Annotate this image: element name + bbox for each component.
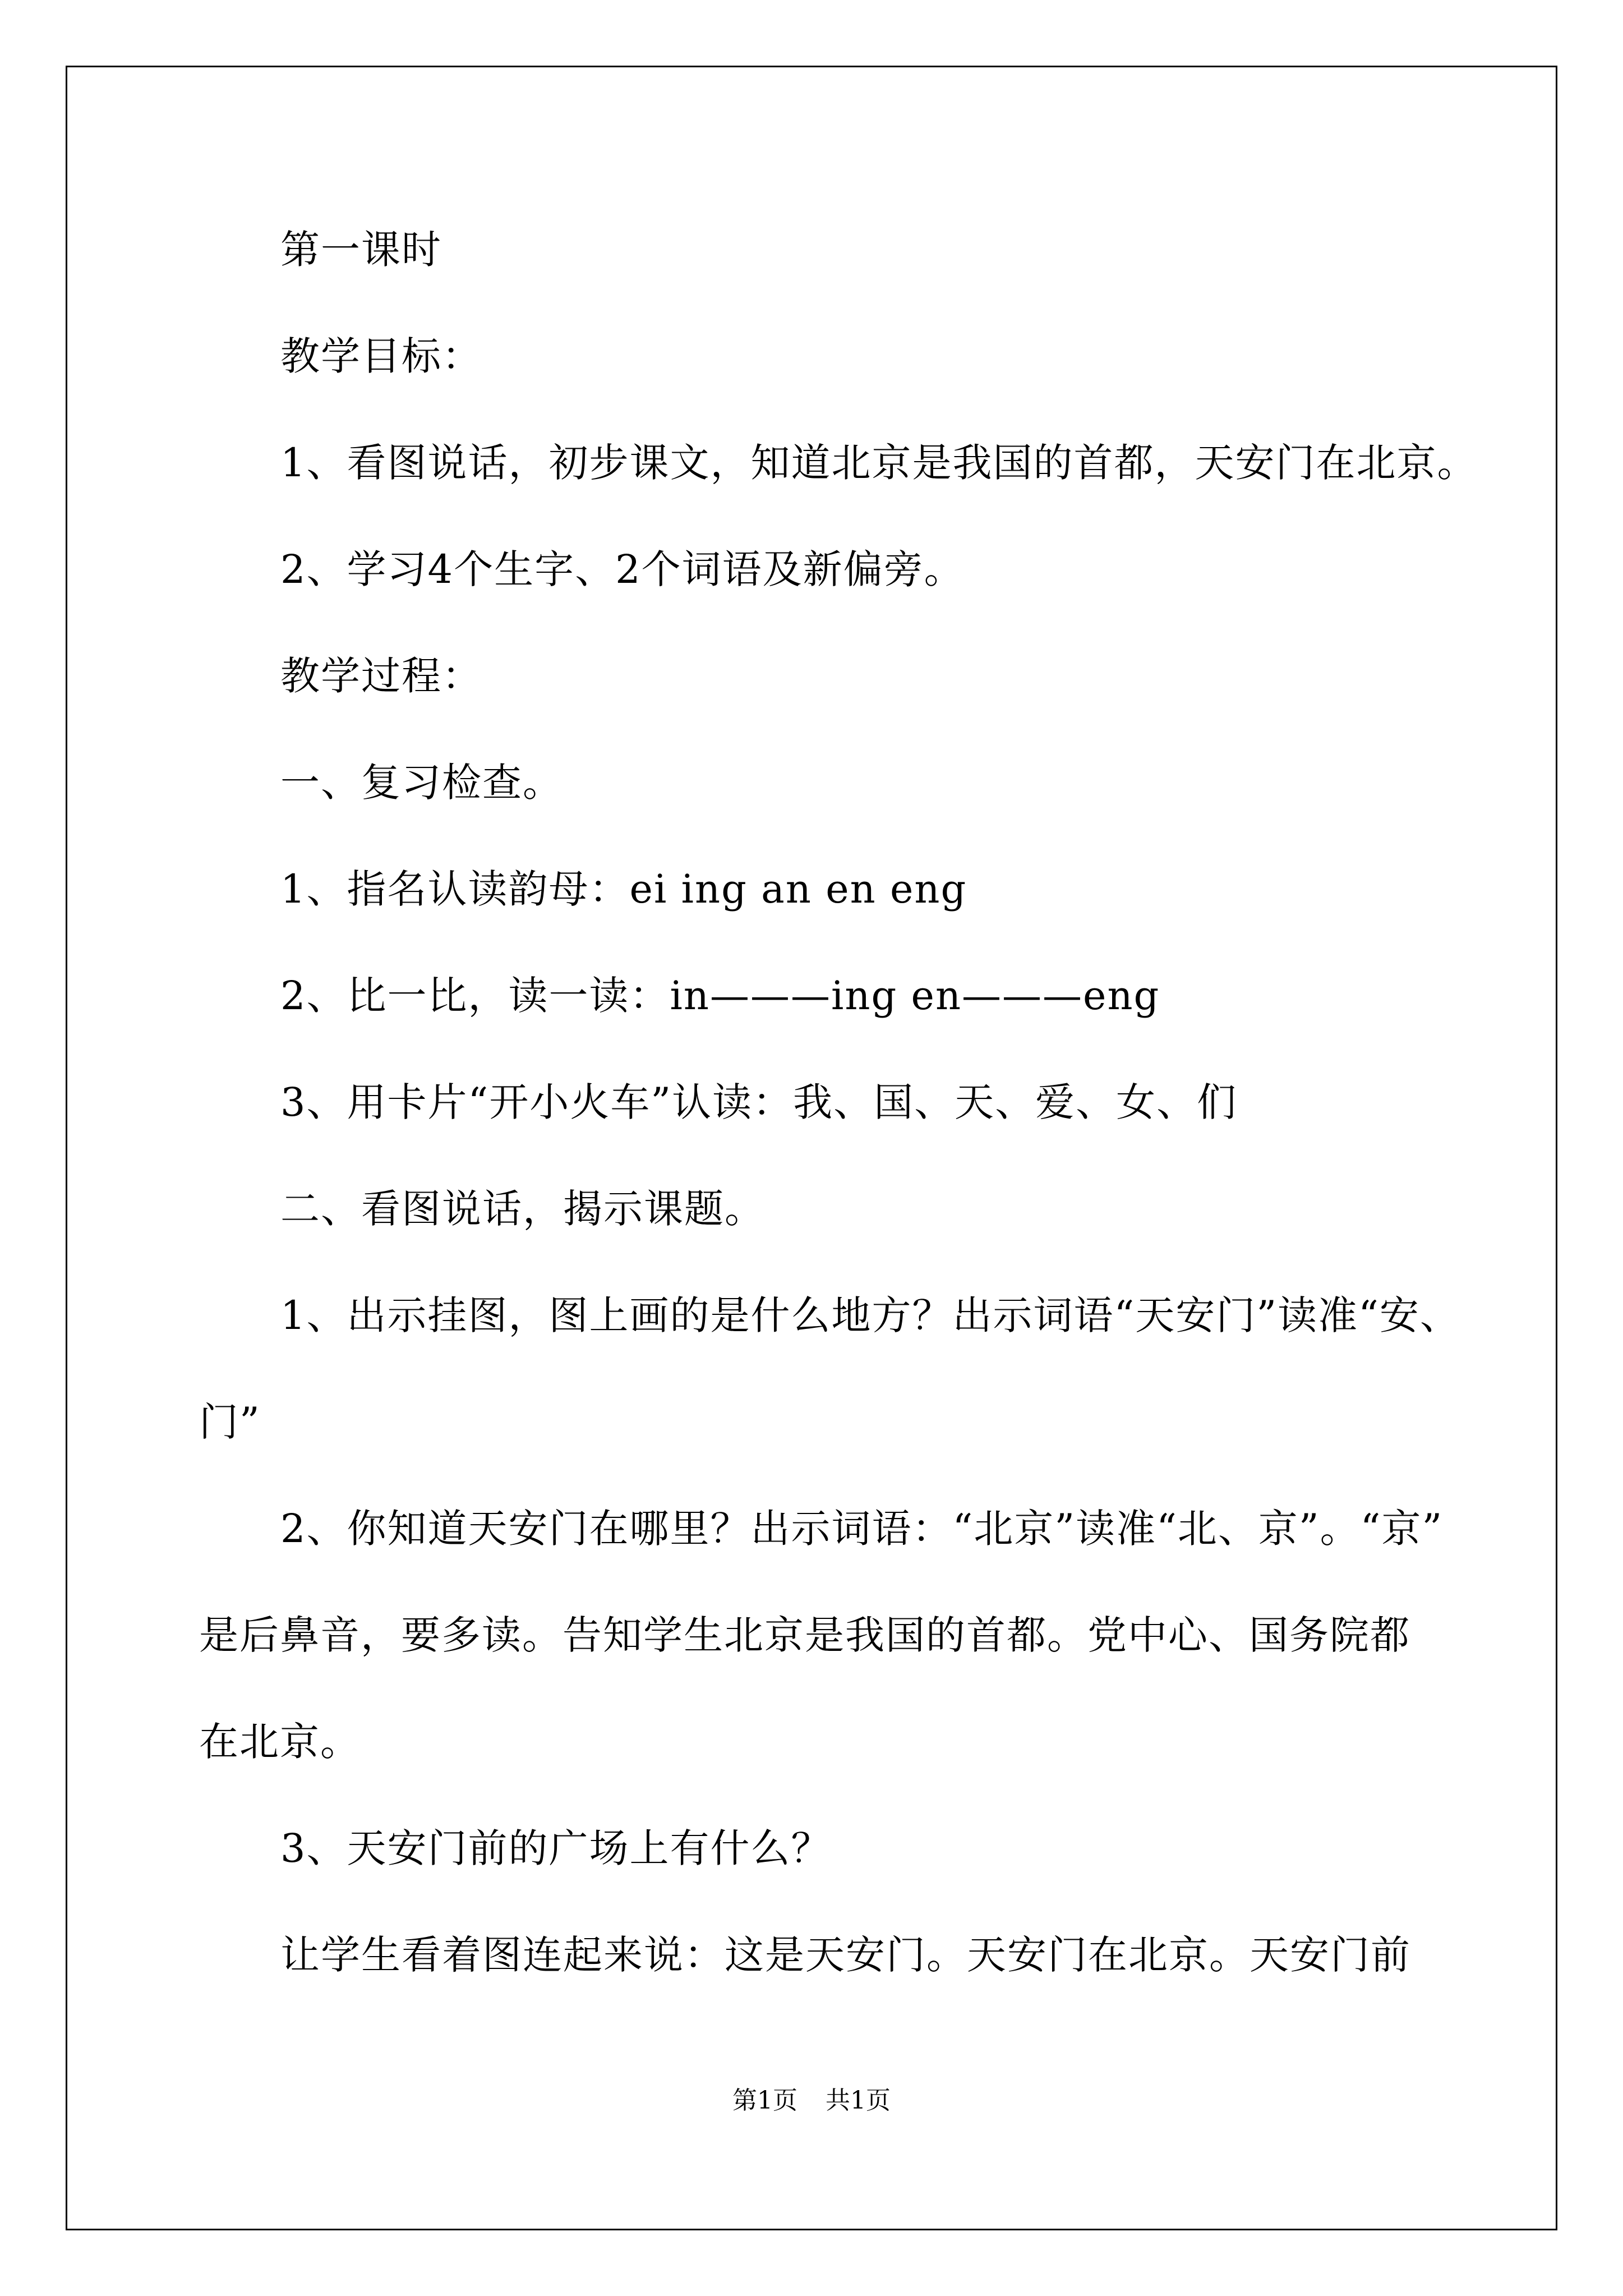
paragraph-line: 2、你知道天安门在哪里？出示词语：“北京”读准“北、京”。“京” [280, 1506, 1444, 1552]
paragraph-line: 2、学习4个生字、2个词语及新偏旁。 [280, 546, 965, 592]
paragraph-line-continued: 在北京。 [199, 1719, 361, 1765]
paragraph-line: 1、指名认读韵母：ei ing an en eng [280, 866, 967, 912]
paragraph-line: 3、天安门前的广场上有什么？ [280, 1825, 832, 1871]
page-border [66, 66, 1557, 2230]
paragraph-line-continued: 门” [199, 1399, 261, 1445]
page-total: 共1页 [826, 2086, 891, 2115]
paragraph-line: 1、出示挂图，图上画的是什么地方？出示词语“天安门”读准“安、 [280, 1292, 1460, 1338]
paragraph-line: 二、看图说话，揭示课题。 [280, 1186, 765, 1232]
section-heading-objectives: 教学目标： [280, 333, 482, 379]
paragraph-line: 3、用卡片“开小火车”认读：我、国、天、爱、女、们 [280, 1079, 1238, 1125]
paragraph-line: 一、复习检查。 [280, 760, 563, 806]
paragraph-line: 1、看图说话，初步课文，知道北京是我国的首都，天安门在北京。 [280, 440, 1478, 486]
lesson-heading: 第一课时 [280, 227, 442, 273]
page-footer [0, 2088, 1623, 2113]
page-number: 第1页 [732, 2086, 797, 2115]
paragraph-line: 让学生看着图连起来说：这是天安门。天安门在北京。天安门前 [280, 1932, 1411, 1978]
section-heading-process: 教学过程： [280, 653, 482, 699]
paragraph-line-continued: 是后鼻音，要多读。告知学生北京是我国的首都。党中心、国务院都 [199, 1612, 1410, 1658]
paragraph-line: 2、比一比，读一读：in———ing en———eng [280, 973, 1160, 1019]
